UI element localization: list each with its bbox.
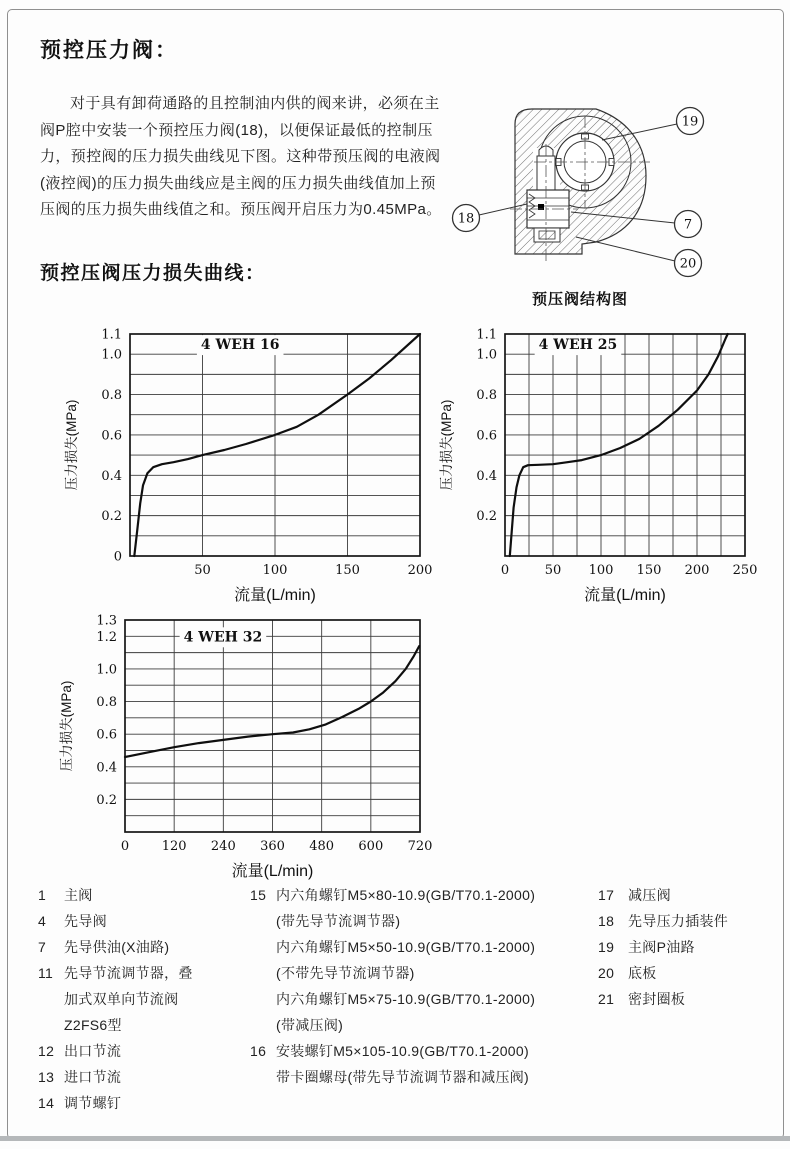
x-tick-label: 120 (161, 839, 187, 854)
y-tick-label: 0.4 (476, 468, 497, 484)
part-number: 1 (38, 887, 47, 903)
paragraph-line: (液控阀)的压力损失曲线应是主阀的压力损失曲线值加上预 (40, 174, 436, 192)
cartridge-nut-core (539, 231, 555, 239)
part-description: 密封圈板 (628, 991, 686, 1007)
y-tick-label: 1.1 (101, 327, 122, 343)
parts-list-item (598, 934, 778, 960)
parts-list-item (250, 1064, 594, 1090)
parts-list-item (38, 1038, 250, 1064)
y-tick-label: 0.2 (101, 509, 122, 525)
y-tick-label: 1.0 (101, 347, 122, 363)
y-tick-label: 0.6 (476, 428, 497, 444)
x-tick-label: 50 (544, 563, 562, 578)
pressure-loss-curve (134, 334, 420, 556)
parts-list-item (598, 986, 778, 1012)
part-number: 12 (38, 1043, 55, 1059)
parts-list-column-2 (250, 882, 594, 1090)
x-axis-title: 流量(L/min) (584, 587, 666, 604)
gridlines (125, 620, 420, 832)
callout-label: 20 (679, 256, 697, 272)
part-number: 11 (38, 965, 54, 981)
part-description: 底板 (628, 965, 657, 981)
y-axis-title: 压力损失(MPa) (439, 399, 454, 491)
parts-list-item (250, 986, 594, 1012)
parts-list-item (250, 934, 594, 960)
parts-list-item (38, 934, 250, 960)
part-description: 先导阀 (64, 913, 107, 929)
chart-title: 4 WEH 16 (200, 337, 280, 354)
part-description: (带先导节流调节器) (276, 913, 401, 929)
gridlines (130, 334, 420, 556)
parts-list-column-1 (38, 882, 250, 1116)
pressure-loss-curve (510, 334, 728, 556)
pressure-loss-chart-4weh16 (52, 318, 432, 604)
y-axis-title: 压力损失(MPa) (64, 399, 79, 491)
parts-list-item (598, 960, 778, 986)
pressure-loss-chart-4weh25 (437, 318, 785, 604)
part-number (250, 1064, 276, 1090)
callout-balloon-19 (677, 108, 704, 135)
paragraph-line: 压阀的压力损失曲线值之和。预压阀开启压力为0.45MPa。 (40, 201, 442, 219)
callout-balloon-18 (453, 205, 480, 232)
part-description: 出口节流 (64, 1043, 122, 1059)
callout-balloon-7 (675, 211, 702, 238)
part-description: Z2FS6型 (64, 1017, 122, 1033)
parts-list-item (598, 882, 778, 908)
diagram-caption: 预压阀结构图 (531, 291, 628, 308)
parts-list-item (38, 908, 250, 934)
valve-structure-diagram (450, 82, 750, 317)
x-tick-label: 720 (407, 839, 433, 854)
parts-list-item (38, 1064, 250, 1090)
part-number (250, 934, 276, 960)
parts-list-item (250, 908, 594, 934)
intro-paragraph (40, 91, 458, 224)
chart-title: 4 WEH 25 (538, 337, 618, 354)
parts-list-column-3 (598, 882, 778, 1012)
x-tick-label: 200 (407, 563, 432, 578)
part-description: 先导压力插装件 (628, 913, 729, 929)
y-tick-label: 1.3 (96, 613, 117, 629)
parts-list-item (598, 908, 778, 934)
part-number: 4 (38, 913, 47, 929)
x-tick-label: 480 (309, 839, 335, 854)
part-number: 13 (38, 1069, 55, 1085)
x-tick-label: 250 (732, 563, 758, 578)
x-tick-label: 360 (260, 839, 285, 854)
part-description: 调节螺钉 (64, 1095, 122, 1111)
y-tick-label: 0.4 (101, 468, 122, 484)
y-tick-label: 0.6 (101, 428, 122, 444)
y-tick-label: 0.2 (96, 792, 117, 808)
part-number (250, 960, 276, 986)
paragraph-line: 对于具有卸荷通路的且控制油内供的阀来讲，必须在主 (70, 95, 440, 112)
page-title: 预控压力阀： (40, 39, 178, 62)
part-number (250, 1012, 276, 1038)
paragraph-line: 阀P腔中安装一个预控压力阀(18)，以便保证最低的控制压 (40, 121, 433, 139)
part-number (250, 986, 276, 1012)
part-description: 先导节流调节器，叠 (64, 965, 193, 981)
part-number (38, 986, 64, 1012)
y-tick-label: 1.0 (96, 662, 117, 678)
callout-label: 7 (683, 217, 693, 233)
part-description: 带卡圈螺母(带先导节流调节器和减压阀) (276, 1069, 530, 1085)
y-tick-label: 0.8 (101, 388, 122, 404)
part-number: 20 (598, 965, 615, 981)
parts-list-item (38, 882, 250, 908)
y-tick-label: 0.8 (476, 388, 497, 404)
x-tick-label: 600 (358, 839, 384, 854)
part-number: 15 (250, 887, 267, 903)
part-number (38, 1012, 64, 1038)
part-description: 减压阀 (628, 887, 671, 903)
part-description: (带减压阀) (276, 1017, 344, 1033)
part-description: 先导供油(X油路) (64, 939, 170, 955)
part-description: 进口节流 (64, 1069, 122, 1085)
y-tick-label: 1.1 (476, 327, 497, 343)
paragraph-line: 力，预控阀的压力损失曲线见下图。这种带预压阀的电液阀 (40, 148, 441, 166)
part-number: 7 (38, 939, 47, 955)
part-number: 21 (598, 991, 615, 1007)
parts-list-item (38, 960, 250, 986)
part-number: 17 (598, 887, 615, 903)
parts-list-item (250, 1038, 594, 1064)
page-bottom-edge (0, 1136, 790, 1141)
x-tick-label: 100 (262, 563, 288, 578)
x-tick-label: 200 (684, 563, 710, 578)
y-tick-label: 0.4 (96, 760, 117, 776)
x-axis-title: 流量(L/min) (231, 863, 314, 880)
x-axis-title: 流量(L/min) (234, 587, 316, 604)
parts-list-item (38, 1012, 250, 1038)
part-description: 主阀 (64, 887, 93, 903)
part-description: 加式双单向节流阀 (64, 991, 179, 1007)
parts-list-item (38, 1090, 250, 1116)
part-description: 内六角螺钉M5×50-10.9(GB/T70.1-2000) (276, 939, 536, 955)
x-tick-label: 150 (636, 563, 662, 578)
part-description: 内六角螺钉M5×80-10.9(GB/T70.1-2000) (276, 887, 536, 903)
part-number (250, 908, 276, 934)
part-description: 内六角螺钉M5×75-10.9(GB/T70.1-2000) (276, 991, 536, 1007)
y-tick-label: 1.2 (96, 629, 117, 645)
part-number: 14 (38, 1095, 55, 1111)
x-tick-label: 50 (194, 563, 211, 578)
y-tick-label: 0.8 (96, 695, 117, 711)
parts-list-item (38, 986, 250, 1012)
x-tick-label: 150 (335, 563, 360, 578)
x-tick-label: 0 (120, 839, 130, 854)
y-tick-label: 0.2 (476, 509, 497, 525)
y-tick-label: 1.0 (476, 347, 497, 363)
parts-list-item (250, 960, 594, 986)
part-description: (不带先导节流调节器) (276, 965, 415, 981)
part-number: 18 (598, 913, 615, 929)
chart-title: 4 WEH 32 (183, 629, 263, 646)
part-number: 19 (598, 939, 615, 955)
callout-label: 18 (457, 211, 475, 227)
part-description: 安装螺钉M5×105-10.9(GB/T70.1-2000) (276, 1043, 529, 1059)
part-number: 16 (250, 1043, 267, 1059)
x-tick-label: 0 (500, 563, 510, 578)
parts-list-item (250, 882, 594, 908)
callout-label: 19 (681, 114, 699, 130)
y-axis-title: 压力损失(MPa) (59, 680, 74, 772)
y-tick-label: 0.6 (96, 727, 117, 743)
parts-list-item (250, 1012, 594, 1038)
callout-balloon-20 (675, 250, 702, 277)
pressure-loss-chart-4weh32 (48, 604, 448, 880)
y-tick-label: 0 (113, 549, 122, 565)
section-heading: 预控压阀压力损失曲线： (40, 263, 266, 284)
part-description: 主阀P油路 (628, 939, 695, 955)
x-tick-label: 100 (588, 563, 614, 578)
x-tick-label: 240 (210, 839, 236, 854)
